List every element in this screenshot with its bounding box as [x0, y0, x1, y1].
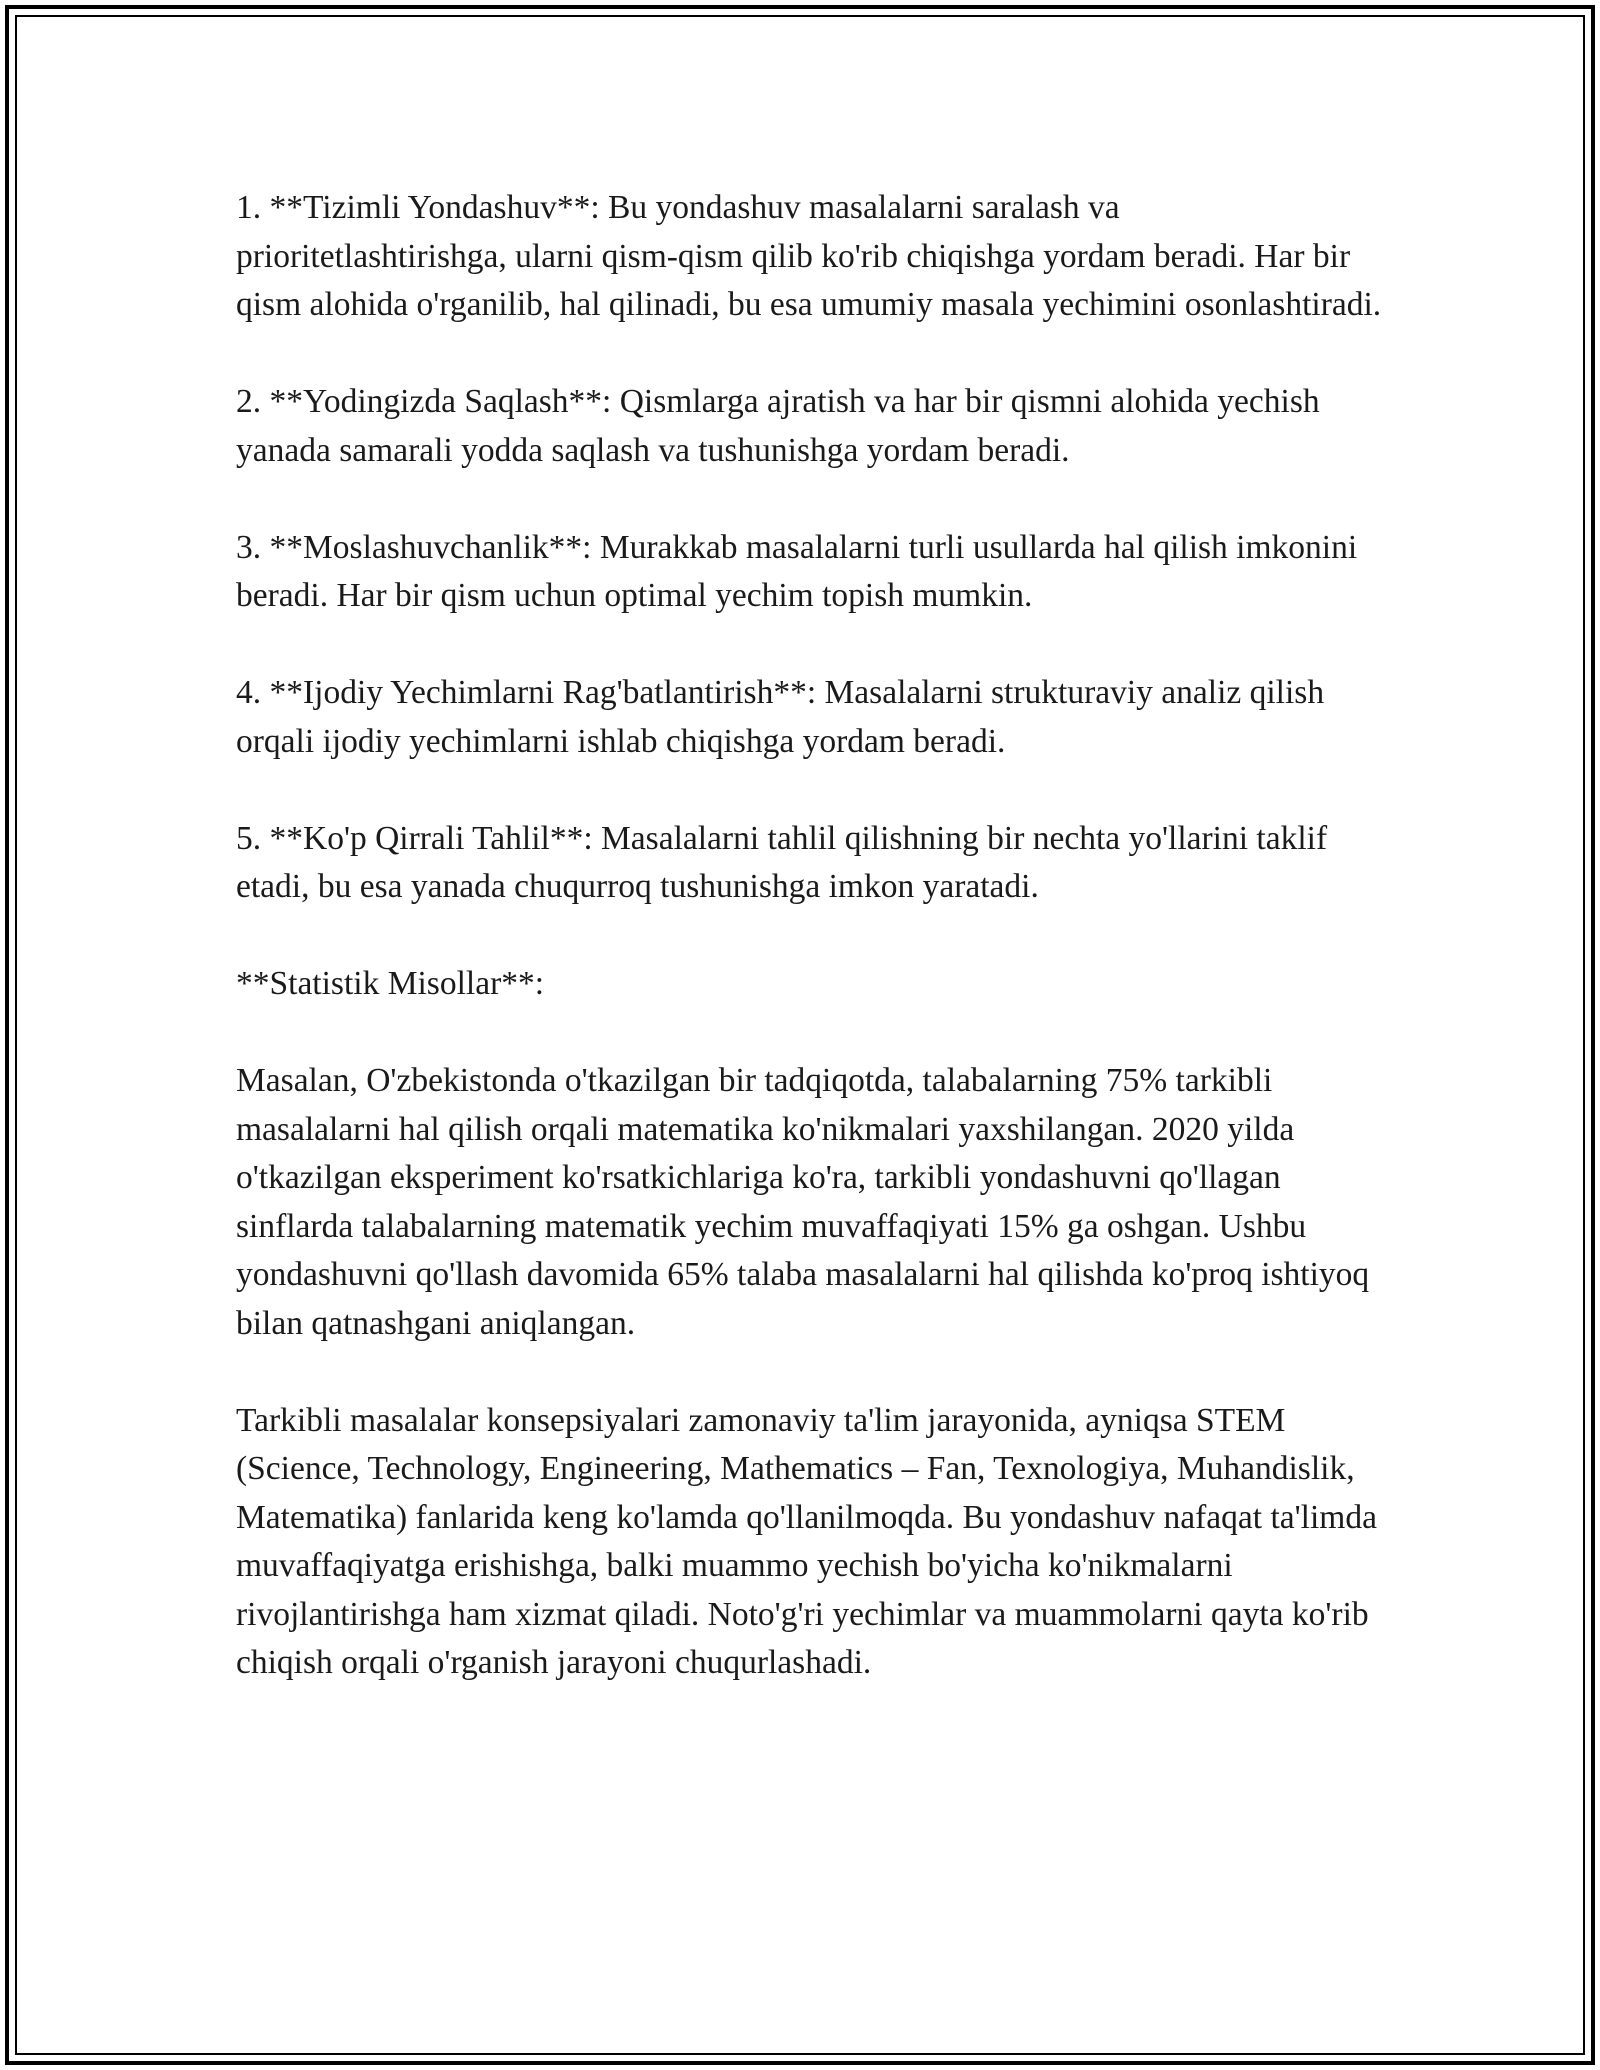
- section-heading-statistical-examples: **Statistik Misollar**:: [236, 965, 545, 1002]
- list-item-memory-retention: 2. **Yodingizda Saqlash**: Qismlarga ajratish va har bir qismni alohida yechish yanada samarali yodda saqlash va tushunishga yordam beradi.: [236, 383, 1320, 469]
- list-item-creative-solutions: 4. **Ijodiy Yechimlarni Rag'batlantirish**: Masalalarni strukturaviy analiz qilish orqali ijodiy yechimlarni ishlab chiqishga yordam beradi.: [236, 674, 1325, 760]
- list-item-flexibility: 3. **Moslashuvchanlik**: Murakkab masalalarni turli usullarda hal qilish imkonini beradi. Har bir qism uchun optimal yechim topish mumkin.: [236, 528, 1358, 614]
- paragraph-stem-conclusion: Tarkibli masalalar konsepsiyalari zamonaviy ta'lim jarayonida, ayniqsa STEM (Science, Technology, Engineering, Mathematics – Fan, Texnologiya, Muhandislik, Matematika) fanlarida keng ko'lamda qo'llanilmoqda. Bu yondashuv nafaqat ta'limda muvaffaqiyatga erishishga, balki muammo yechish bo'yicha ko'nikmalarni rivojlantirishga ham xizmat qiladi. Noto'g'ri yechimlar va muammolarni qayta ko'rib chiqish orqali o'rganish jarayoni chuqurlashadi.: [236, 1401, 1377, 1681]
- paragraph-statistics: Masalan, O'zbekistonda o'tkazilgan bir tadqiqotda, talabalarning 75% tarkibli masalalarni hal qilish orqali matematika ko'nikmalari yaxshilangan. 2020 yilda o'tkazilgan eksperiment ko'rsatkichlariga ko'ra, tarkibli yondashuvni qo'llagan sinflarda talabalarning matematik yechim muvaffaqiyati 15% ga oshgan. Ushbu yondashuvni qo'llash davomida 65% talaba masalalarni hal qilishda ko'proq ishtiyoq bilan qatnashgani aniqlangan.: [236, 1062, 1370, 1342]
- list-item-systematic-approach: 1. **Tizimli Yondashuv**: Bu yondashuv masalalarni saralash va prioritetlashtirishga, ularni qism-qism qilib ko'rib chiqishga yordam beradi. Har bir qism alohida o'rganilib, hal qilinadi, bu esa umumiy masala yechimini osonlashtiradi.: [236, 189, 1382, 323]
- document-body: [236, 184, 1386, 1736]
- list-item-multifaceted-analysis: 5. **Ko'p Qirrali Tahlil**: Masalalarni tahlil qilishning bir nechta yo'llarini taklif etadi, bu esa yanada chuqurroq tushunishga imkon yaratadi.: [236, 819, 1328, 905]
